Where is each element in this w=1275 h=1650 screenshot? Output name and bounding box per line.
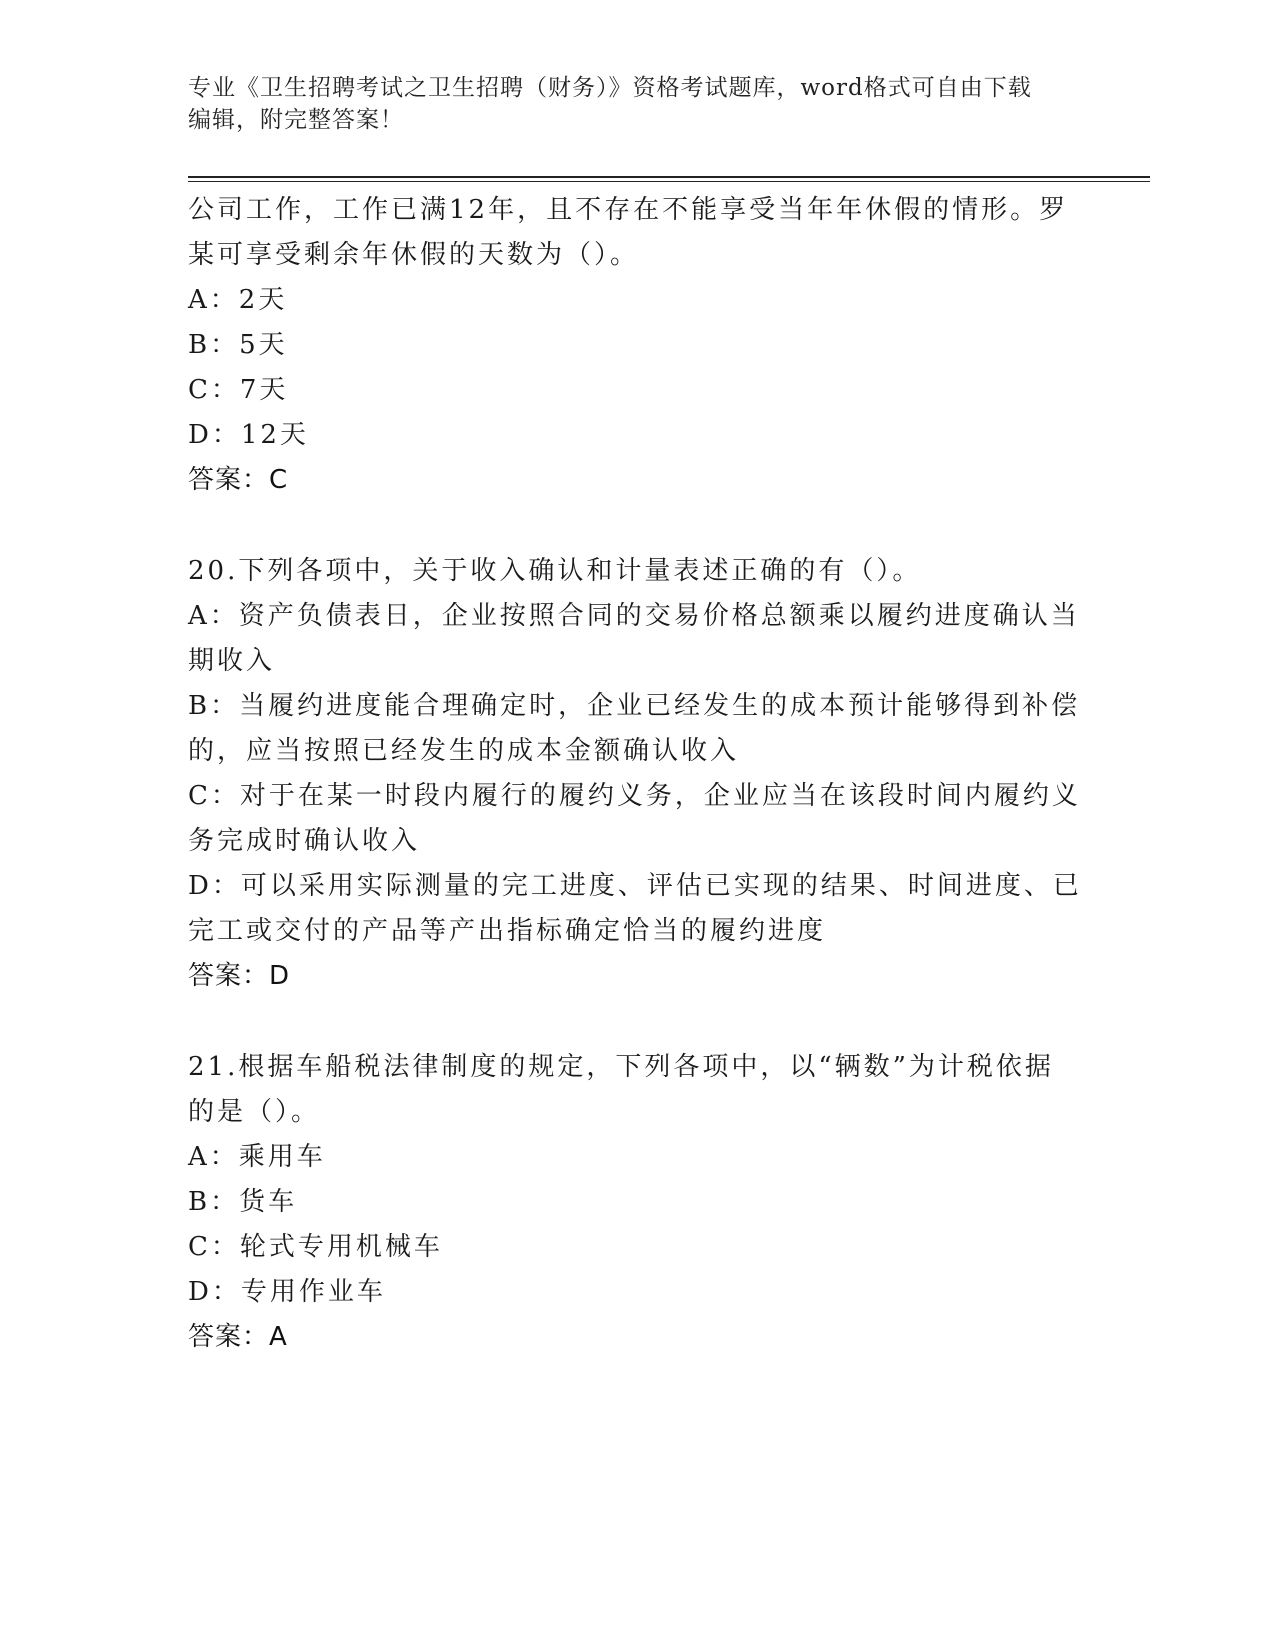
question-21-option-c: C：轮式专用机械车 bbox=[188, 1232, 443, 1262]
question-19 bbox=[188, 188, 1078, 503]
question-21-option-a: A：乘用车 bbox=[188, 1142, 326, 1172]
question-20-option-d-line-1: D：可以采用实际测量的完工进度、评估已实现的结果、时间进度、已 bbox=[188, 871, 1082, 901]
question-20-option-c-line-1: C：对于在某一时段内履行的履约义务，企业应当在该段时间内履约义 bbox=[188, 781, 1081, 811]
question-20-option-b-line-2: 的，应当按照已经发生的成本金额确认收入 bbox=[188, 736, 740, 766]
question-20 bbox=[188, 549, 1082, 999]
header-title-line-1: 专业《卫生招聘考试之卫生招聘（财务）》资格考试题库，word格式可自由下载 bbox=[188, 75, 1032, 101]
spacer bbox=[188, 999, 1078, 1045]
question-21-answer: 答案：A bbox=[188, 1322, 288, 1352]
question-20-option-a-line-1: A：资产负债表日，企业按照合同的交易价格总额乘以履约进度确认当 bbox=[188, 601, 1080, 631]
header-divider-thick bbox=[188, 176, 1150, 178]
question-19-option-d: D：12天 bbox=[188, 420, 309, 450]
question-20-option-c-line-2: 务完成时确认收入 bbox=[188, 826, 421, 856]
question-20-answer: 答案：D bbox=[188, 961, 291, 991]
question-21-stem-line-2: 的是（）。 bbox=[188, 1097, 321, 1127]
question-21-option-d: D：专用作业车 bbox=[188, 1277, 386, 1307]
header-title-line-2: 编辑，附完整答案！ bbox=[188, 107, 404, 133]
question-19-answer: 答案：C bbox=[188, 465, 289, 495]
question-19-stem-line-1: 公司工作，工作已满12年，且不存在不能享受当年年休假的情形。罗 bbox=[188, 195, 1069, 225]
question-19-stem-line-2: 某可享受剩余年休假的天数为（）。 bbox=[188, 240, 640, 270]
question-19-option-c: C：7天 bbox=[188, 375, 289, 405]
question-19-option-b: B：5天 bbox=[188, 330, 288, 360]
header-divider-thin bbox=[188, 181, 1150, 182]
question-19-option-a: A：2天 bbox=[188, 285, 288, 315]
question-20-option-d-line-2: 完工或交付的产品等产出指标确定恰当的履约进度 bbox=[188, 916, 827, 946]
question-21-stem-line-1: 21.根据车船税法律制度的规定，下列各项中，以“辆数”为计税依据 bbox=[188, 1052, 1054, 1082]
question-20-option-a-line-2: 期收入 bbox=[188, 646, 276, 676]
question-21-option-b: B：货车 bbox=[188, 1187, 298, 1217]
question-21 bbox=[188, 1045, 1078, 1360]
question-content bbox=[188, 188, 1082, 1360]
question-20-option-b-line-1: B：当履约进度能合理确定时，企业已经发生的成本预计能够得到补偿 bbox=[188, 691, 1081, 721]
spacer bbox=[188, 503, 1078, 549]
document-header bbox=[188, 72, 1068, 136]
question-20-stem: 20.下列各项中，关于收入确认和计量表述正确的有（）。 bbox=[188, 556, 922, 586]
